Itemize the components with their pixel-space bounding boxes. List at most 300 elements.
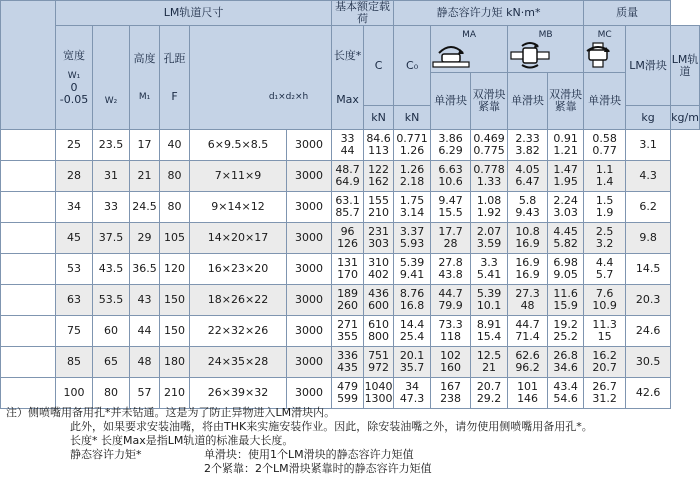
cell-c-value: 479 [337,380,359,393]
cell-ma1-value: 1.26 [399,144,425,157]
cell-w2: 31 [93,161,130,192]
group-mass: 质量 [584,1,671,26]
cell-mb2-value: 101 [517,380,539,393]
cell-mc-value: 26.8 [553,349,578,362]
cell-mb1-value: 2.07 [476,225,502,238]
cell-mc-value: 11.6 [553,287,578,300]
cell-w2: 43.5 [93,254,130,285]
cell-mb2-value: 2.33 [515,132,540,145]
cell-m1: 24.5 [130,192,160,223]
cell-ma1-value: 47.3 [399,392,425,405]
cell-f: 180 [160,347,190,378]
cell-c [332,192,364,223]
cell-ma2-value: 10.6 [438,175,463,188]
cell-w1: 34 [56,192,93,223]
cell-mb1-value: 1.33 [476,175,502,188]
cell-mb2-value: 3.82 [515,144,540,157]
cell-w1: 28 [56,161,93,192]
cell-ma2-value: 28 [443,237,458,250]
cell-c0 [364,316,394,347]
c-unit: kN [364,106,394,130]
cell-mc-value: 9.05 [553,268,578,281]
cell-f: 105 [160,223,190,254]
cell-w1: 25 [56,130,93,161]
cell-c0-value: 84.6 [366,132,391,145]
mc-single-header: 单滑块 [584,73,626,130]
cell-ma2-value: 9.47 [438,194,463,207]
cell-mb1-value: 1.92 [476,206,502,219]
cell-mc [548,161,584,192]
block-mass-unit: kg [626,106,671,130]
cell-m1: 29 [130,223,160,254]
cell-f: 80 [160,192,190,223]
cell-ma1-value: 3.37 [399,225,425,238]
cell-mc [548,192,584,223]
cell-m1: 48 [130,347,160,378]
cell-ma1-value: 14.4 [399,318,425,331]
cell-ma2-value: 27.8 [438,256,463,269]
cell-f: 80 [160,161,190,192]
cell-ma2 [431,161,471,192]
cell-c0 [364,254,394,285]
cell-mc-value: 54.6 [553,392,578,405]
cell-mc-value: 34.6 [553,361,578,374]
cell-kg-value: 20.7 [592,361,617,374]
table-row [1,161,700,192]
cell-c0-value: 310 [368,256,390,269]
cell-mb1 [471,347,508,378]
lm-block-mass-header: LM滑块 [626,26,671,106]
cell-ma2 [431,223,471,254]
spec-body [1,130,700,409]
cell-mb2-value: 48 [520,299,535,312]
cell-w2: 60 [93,316,130,347]
cell-ma1-value: 1.75 [399,194,425,207]
cell-kg [584,192,626,223]
cell-mb1 [471,316,508,347]
cell-mb2-value: 96.2 [515,361,540,374]
cell-kg-value: 0.58 [592,132,617,145]
m1-symbol: M₁ [138,91,151,102]
cell-c-value: 189 [337,287,359,300]
cell-mb1-value: 0.775 [473,144,505,157]
cell-mb2-value: 5.8 [518,194,537,207]
lead-header-cell [1,1,56,130]
cell-max: 3000 [287,316,332,347]
mc-label: MC [597,30,612,40]
cell-c0-value: 231 [368,225,390,238]
row-lead-cell [1,223,56,254]
cell-c0-value: 600 [368,299,390,312]
cell-c0-value: 972 [368,361,390,374]
note-double-block: 2个紧靠：2个LM滑块紧靠时的静态容许力矩值 [204,462,432,475]
cell-kg [584,130,626,161]
cell-ma2-value: 118 [440,330,462,343]
cell-c0 [364,130,394,161]
cell-mb1-value: 0.469 [473,132,505,145]
cell-kg-value: 26.7 [592,380,617,393]
cell-mb2 [508,285,548,316]
cell-d: 7×11×9 [190,161,287,192]
cell-c [332,378,364,409]
cell-m1: 36.5 [130,254,160,285]
cell-c0-value: 155 [368,194,390,207]
cell-c [332,130,364,161]
cell-ma2-value: 79.9 [438,299,463,312]
cell-w1: 85 [56,347,93,378]
cell-ma1 [394,254,431,285]
cell-ma1-value: 0.771 [396,132,428,145]
table-row [1,223,700,254]
w2-symbol: W₂ [104,96,118,106]
cell-kg-value: 1.1 [595,163,614,176]
cell-mc-value: 6.98 [553,256,578,269]
cell-m1: 21 [130,161,160,192]
cell-mb2-value: 16.9 [515,256,540,269]
cell-d: 24×35×28 [190,347,287,378]
cell-kg [584,316,626,347]
cell-mb1-value: 10.1 [476,299,502,312]
cell-ma1-value: 5.39 [399,256,425,269]
note-line-4 [58,448,593,462]
mb-header [508,26,584,73]
cell-mb2 [508,254,548,285]
pitch-header [160,26,190,130]
cell-ma2-value: 43.8 [438,268,463,281]
group-basic-load: 基本额定载荷 [332,1,394,26]
cell-mb1-value: 29.2 [476,392,502,405]
cell-mc-value: 3.03 [553,206,578,219]
cell-mb1-value: 0.778 [473,163,505,176]
cell-mb2 [508,130,548,161]
cell-mc-value: 5.82 [553,237,578,250]
cell-kg [584,347,626,378]
moment-mb-icon [508,41,552,69]
cell-c0-value: 122 [368,163,390,176]
cell-ma1-value: 9.41 [399,268,425,281]
cell-max: 3000 [287,130,332,161]
ma-label: MA [462,30,477,40]
c-header: C [364,26,394,106]
cell-w1: 75 [56,316,93,347]
cell-ma2-value: 3.86 [438,132,463,145]
w1-symbol: W₁ [67,70,81,81]
cell-ma2-value: 238 [440,392,462,405]
cell-w1: 63 [56,285,93,316]
cell-c0-value: 1300 [364,392,393,405]
cell-kg [584,161,626,192]
cell-c-value: 85.7 [335,206,360,219]
cell-f: 40 [160,130,190,161]
cell-kg-value: 3.2 [595,237,614,250]
cell-mc-value: 2.24 [553,194,578,207]
cell-mc-value: 1.21 [553,144,578,157]
c0-unit: kN [394,106,431,130]
cell-mb1 [471,285,508,316]
cell-mb2-value: 62.6 [515,349,540,362]
cell-ma1-value: 16.8 [399,299,425,312]
moment-mc-icon [584,41,612,69]
cell-ma2-value: 44.7 [438,287,463,300]
cell-ma1 [394,192,431,223]
cell-mc [548,130,584,161]
cell-c0-value: 1040 [364,380,393,393]
cell-ma2-value: 167 [440,380,462,393]
cell-mb1-value: 3.59 [476,237,502,250]
cell-kg-value: 16.2 [592,349,617,362]
cell-w1: 45 [56,223,93,254]
cell-c0-value: 113 [368,144,390,157]
cell-d: 26×39×32 [190,378,287,409]
cell-c0-value: 210 [368,206,390,219]
cell-kg-value: 0.77 [592,144,617,157]
cell-mb1-value: 3.3 [480,256,498,269]
cell-mc [548,285,584,316]
cell-mc-value: 15.9 [553,299,578,312]
table-row [1,192,700,223]
cell-c [332,347,364,378]
cell-f: 210 [160,378,190,409]
row-lead-cell [1,316,56,347]
cell-c0-value: 303 [368,237,390,250]
cell-ma2 [431,130,471,161]
cell-c-value: 355 [337,330,359,343]
cell-c0 [364,285,394,316]
cell-c [332,285,364,316]
cell-ma2 [431,316,471,347]
w1-tol-lower: -0.05 [59,92,89,106]
cell-c-value: 63.1 [335,194,360,207]
cell-kg [584,378,626,409]
cell-mc-value: 4.45 [553,225,578,238]
mb-double-header [548,73,584,130]
cell-kgm: 30.5 [626,347,671,378]
cell-d: 6×9.5×8.5 [190,130,287,161]
cell-ma1-value: 34 [405,380,420,393]
cell-kg-value: 2.5 [595,225,614,238]
cell-mc-value: 43.4 [553,380,578,393]
cell-ma1 [394,347,431,378]
cell-mc [548,254,584,285]
lm-rail-mass-header: LM轨道 [671,26,700,106]
width-label: 宽度 [63,48,85,62]
cell-ma1 [394,285,431,316]
cell-ma2 [431,285,471,316]
cell-c-value: 64.9 [335,175,360,188]
cell-mc [548,223,584,254]
cell-mb2-value: 16.9 [515,268,540,281]
cell-max: 3000 [287,254,332,285]
cell-mb2-value: 6.47 [515,175,540,188]
cell-c-value: 435 [337,361,359,374]
cell-c0-value: 162 [368,175,390,188]
cell-mb2 [508,378,548,409]
cell-ma1 [394,316,431,347]
group-static-moment: 静态容许力矩 kN·m* [394,1,584,26]
ma-single-header: 单滑块 [431,73,471,130]
mc-header [584,26,626,73]
pitch-label: 孔距 [163,51,186,65]
cell-c-value: 44 [340,144,355,157]
cell-mb1-value: 21 [482,361,497,374]
cell-ma2 [431,378,471,409]
cell-kg [584,223,626,254]
cell-mb2 [508,161,548,192]
ma-header [431,26,508,73]
height-label: 高度 [133,51,156,65]
cell-max: 3000 [287,192,332,223]
cell-mb1-value: 15.4 [476,330,502,343]
cell-kgm: 4.3 [626,161,671,192]
row-lead-cell [1,130,56,161]
mb-double-line2: 紧靠 [554,100,577,113]
ma-double-header [471,73,508,130]
note-static-moment-label: 静态容许力矩* [70,448,142,461]
cell-kg-value: 10.9 [592,299,617,312]
cell-mc-value: 0.91 [553,132,578,145]
cell-kg-value: 15 [597,330,612,343]
rail-mass-unit: kg/m [671,106,700,130]
cell-c0 [364,161,394,192]
cell-mb2 [508,192,548,223]
cell-w1: 53 [56,254,93,285]
note-line-5 [58,462,593,476]
cell-c0 [364,192,394,223]
cell-ma1-value: 2.18 [399,175,425,188]
cell-ma1-value: 3.14 [399,206,425,219]
cell-mc-value: 1.47 [553,163,578,176]
cell-max: 3000 [287,347,332,378]
cell-c-value: 126 [337,237,359,250]
w1-tol-upper: 0 [70,80,78,94]
cell-m1: 44 [130,316,160,347]
cell-mb1 [471,254,508,285]
cell-c-value: 131 [337,256,359,269]
ma-double-line1: 双滑块 [472,88,506,101]
mb-label: MB [538,30,553,40]
cell-kg-value: 11.3 [592,318,617,331]
cell-ma2 [431,192,471,223]
cell-max: 3000 [287,223,332,254]
mb-double-line1: 双滑块 [549,88,583,101]
cell-ma1 [394,161,431,192]
cell-c [332,161,364,192]
table-row [1,130,700,161]
table-row [1,347,700,378]
cell-mc [548,347,584,378]
cell-kg-value: 1.9 [595,206,614,219]
cell-c0-value: 402 [368,268,390,281]
cell-kgm: 24.6 [626,316,671,347]
cell-mb1 [471,192,508,223]
cell-c [332,223,364,254]
cell-ma1-value: 5.93 [399,237,425,250]
cell-max: 3000 [287,285,332,316]
cell-ma2 [431,254,471,285]
cell-mb1-value: 20.7 [476,380,502,393]
cell-mb1-value: 5.39 [476,287,502,300]
mb-single-header: 单滑块 [508,73,548,130]
note-line-3: 长度* 长度Max是指LM轨道的标准最大长度。 [70,434,294,447]
cell-kg-value: 31.2 [592,392,617,405]
cell-w2: 65 [93,347,130,378]
cell-ma1 [394,378,431,409]
cell-mb2-value: 16.9 [515,237,540,250]
cell-ma2-value: 6.29 [438,144,463,157]
cell-kg-value: 7.6 [595,287,614,300]
moment-ma-icon [431,41,471,69]
table-row [1,254,700,285]
cell-kgm: 6.2 [626,192,671,223]
cell-c [332,316,364,347]
cell-mc-value: 25.2 [553,330,578,343]
cell-kg-value: 1.5 [595,194,614,207]
cell-mb1 [471,378,508,409]
cell-ma1-value: 35.7 [399,361,425,374]
cell-mb1-value: 5.41 [476,268,502,281]
cell-d: 9×14×12 [190,192,287,223]
cell-w2: 33 [93,192,130,223]
cell-ma2-value: 160 [440,361,462,374]
cell-m1: 17 [130,130,160,161]
length-label: 长度* [333,48,362,62]
c0-header: C₀ [394,26,431,106]
row-lead-cell [1,378,56,409]
cell-ma2-value: 17.7 [438,225,463,238]
cell-d: 18×26×22 [190,285,287,316]
table-row [1,378,700,409]
cell-d: 16×23×20 [190,254,287,285]
cell-max: 3000 [287,161,332,192]
cell-c [332,254,364,285]
cell-mb1-value: 8.91 [476,318,502,331]
cell-kg-value: 4.4 [595,256,614,269]
ma-double-line2: 紧靠 [478,100,501,113]
cell-ma2-value: 15.5 [438,206,463,219]
cell-mb2 [508,347,548,378]
cell-max: 3000 [287,378,332,409]
cell-mb1 [471,130,508,161]
row-lead-cell [1,192,56,223]
table-row [1,285,700,316]
row-lead-cell [1,161,56,192]
note-line-1: 注）侧喷嘴用备用孔*并未钻通。这是为了防止异物进入LM滑块内。 [6,406,336,419]
height-header [130,26,160,130]
cell-ma1 [394,130,431,161]
cell-d: 14×20×17 [190,223,287,254]
cell-ma1-value: 25.4 [399,330,425,343]
row-lead-cell [1,347,56,378]
cell-ma2-value: 6.63 [438,163,463,176]
cell-mc-value: 19.2 [553,318,578,331]
cell-mb2-value: 44.7 [515,318,540,331]
cell-w1: 100 [56,378,93,409]
w2-header [93,26,130,130]
cell-c0 [364,378,394,409]
cell-f: 150 [160,316,190,347]
cell-c0 [364,347,394,378]
cell-c-value: 271 [337,318,359,331]
cell-kg-value: 1.4 [595,175,614,188]
width-header [56,26,93,130]
cell-ma1-value: 1.26 [399,163,425,176]
cell-ma2 [431,347,471,378]
cell-mc [548,316,584,347]
cell-ma2-value: 102 [440,349,462,362]
cell-c-value: 170 [337,268,359,281]
cell-c-value: 96 [340,225,355,238]
cell-w2: 37.5 [93,223,130,254]
